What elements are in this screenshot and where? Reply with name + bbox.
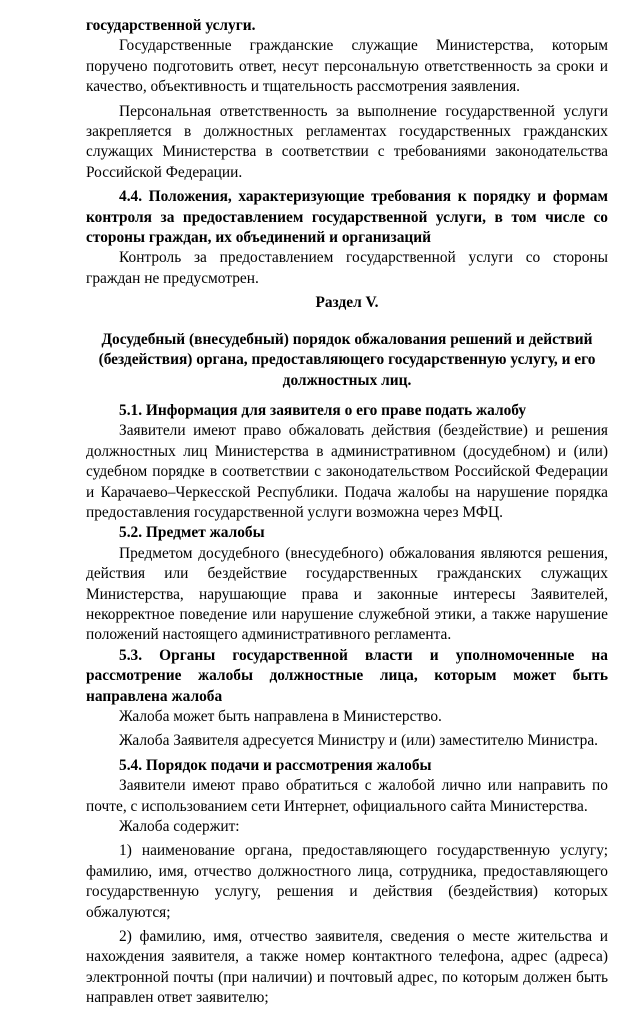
paragraph: Жалоба может быть направлена в Министерство. — [119, 708, 442, 725]
paragraph: Жалоба Заявителя адресуется Министру и (или) заместителю Министра. — [119, 732, 599, 750]
paragraph: Заявители имеют право обратиться с жалобой лично или направить по почте, с использованием сети Интернет, официального сайта Министерства. — [86, 777, 608, 815]
paragraph: Контроль за предоставлением государственной услуги со стороны граждан не предусмотрен. — [86, 249, 608, 287]
paragraph: Заявители имеют право обжаловать действия (бездействие) и решения должностных лиц Министерства в административном (досудебном) и (или) судебном порядке в соответствии с законодательством Российской Федерации и Карачаево–Черкесской Республики. Подача жалобы на нарушение порядка предоставления государственной услуги возможна через МФЦ. — [86, 422, 608, 521]
section-heading: Раздел V. — [315, 294, 379, 312]
subsection-heading: 4.4. Положения, характеризующие требования к порядку и формам контроля за предоставлением государственной услуги, в том числе со стороны граждан, их объединений и организаций — [86, 188, 608, 247]
subsection-heading: 5.2. Предмет жалобы — [119, 524, 265, 542]
paragraph: Жалоба содержит: — [119, 818, 240, 836]
list-item: 2) фамилию, имя, отчество заявителя, сведения о месте жительства и нахождения заявителя, а также номер контактного телефона, адрес (адреса) электронной почты (при наличии) и почтовый адрес, по которым должен быть направлен ответ заявителю; — [86, 928, 608, 1007]
paragraph: Предметом досудебного (внесудебного) обжалования являются решения, действия или бездействие государственных гражданских служащих Министерства, нарушающие права и законные интересы Заявителей, некорректное поведение или нарушение служебной этики, а также нарушение положений настоящего административного регламента. — [86, 544, 608, 644]
subsection-heading-continued: государственной услуги. — [86, 17, 256, 34]
paragraph: Персональная ответственность за выполнение государственной услуги закрепляется в должностных регламентах государственных гражданских служащих Министерства в соответствии с требованиями законодательства Российской Федерации. — [86, 102, 608, 181]
section-title: Досудебный (внесудебный) порядок обжалования решений и действий (бездействия) органа, предоставляющего государственную услугу, и его должностных лиц. — [98, 330, 596, 389]
subsection-heading: 5.1. Информация для заявителя о его праве подать жалобу — [119, 401, 527, 419]
list-item: 1) наименование органа, предоставляющего государственную услугу; фамилию, имя, отчество должностного лица, сотрудника, предоставляющего государственную услугу, решения и действия (бездействия) которых обжалуются; — [86, 842, 608, 921]
subsection-heading: 5.3. Органы государственной власти и уполномоченные на рассмотрение жалобы должностные лица, которым может быть направлена жалоба — [86, 646, 608, 705]
paragraph: Государственные гражданские служащие Министерства, которым поручено подготовить ответ, несут персональную ответственность за сроки и качество, объективность и тщательность рассмотрения заявления. — [86, 37, 608, 96]
subsection-heading: 5.4. Порядок подачи и рассмотрения жалобы — [119, 756, 432, 774]
document-page — [86, 16, 608, 1009]
